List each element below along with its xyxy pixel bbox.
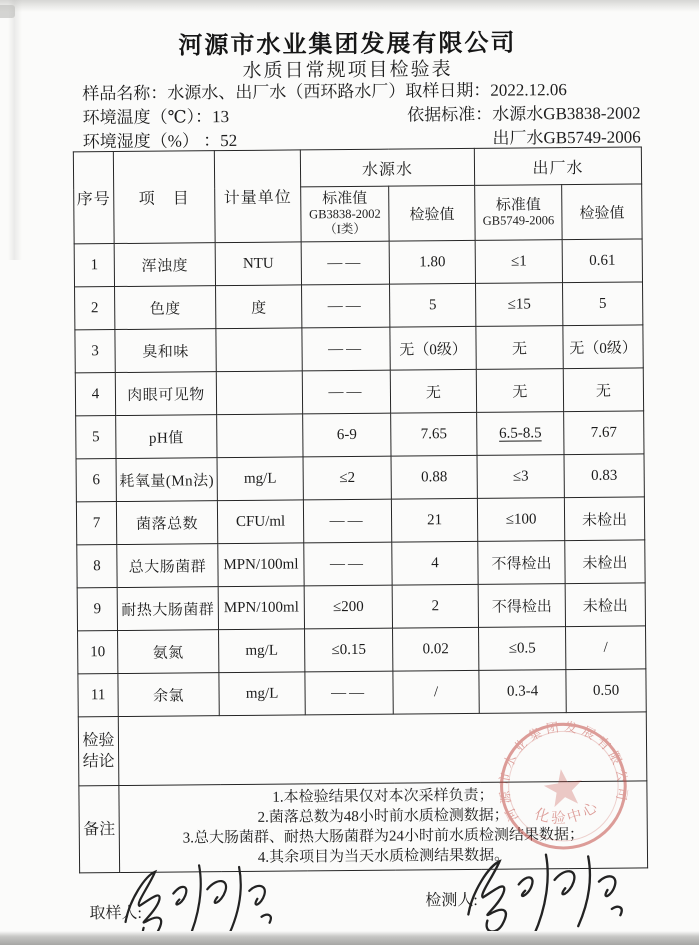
table-cell: ≤100 <box>477 498 564 542</box>
table-cell: ≤0.5 <box>479 627 566 671</box>
table-cell: 无 <box>390 369 476 413</box>
table-cell: —— <box>302 327 390 371</box>
table-row <box>78 626 646 674</box>
col-header-source-result: 检验值 <box>389 185 475 241</box>
table-cell: 未检出 <box>565 540 645 584</box>
table-cell: —— <box>302 370 390 414</box>
table-cell: 0.88 <box>391 455 477 499</box>
table-cell: ≤0.15 <box>305 628 393 672</box>
table-row <box>75 282 643 330</box>
table-cell: 7.67 <box>564 411 644 455</box>
table-cell: 6.5-8.5 <box>477 412 564 456</box>
table-cell: MPN/100ml <box>218 543 304 587</box>
table-cell: 浑浊度 <box>114 243 215 287</box>
table-cell: 无 <box>476 369 563 413</box>
remark-line: 4.其余项目为当天水质检测结果数据。 <box>257 847 510 866</box>
table-cell: 色度 <box>115 286 216 330</box>
ambient-humidity: 环境湿度（%） ：52 <box>82 130 238 152</box>
table-cell: 0.50 <box>566 669 646 713</box>
table-cell <box>217 414 303 458</box>
remarks-label: 备注 <box>79 786 120 873</box>
table-row <box>76 411 644 459</box>
table-cell: 5 <box>76 416 116 459</box>
table-cell: 10 <box>78 631 118 674</box>
table-cell: ≤15 <box>476 283 563 327</box>
table-cell: 氨氮 <box>118 630 219 674</box>
table-cell: 8 <box>77 545 117 588</box>
remark-line: 3.总大肠菌群、耐热大肠菌群为24小时前水质检测结果数据； <box>182 826 585 847</box>
sampling-date-label: 取样日期：2022.12.06 <box>405 80 567 101</box>
col-header-unit: 计量单位 <box>214 150 301 243</box>
table-cell: 7 <box>76 502 116 545</box>
table-cell: 0.3-4 <box>479 670 566 714</box>
page-title: 河源市水业集团发展有限公司 <box>178 29 517 60</box>
table-cell: 4 <box>392 541 478 585</box>
col-header-serial: 序号 <box>73 152 114 244</box>
table-cell: ≤1 <box>475 240 562 284</box>
table-cell: 总大肠菌群 <box>117 544 218 588</box>
temperature-standard-line <box>82 101 640 129</box>
table-cell: CFU/ml <box>217 500 303 544</box>
table-cell: 耐热大肠菌群 <box>117 587 218 631</box>
seal-center-text: 化验中心 <box>532 798 604 827</box>
svg-text:化验中心 <box>531 796 605 832</box>
table-cell: 6 <box>76 459 116 502</box>
table-cell: —— <box>304 542 392 586</box>
table-cell: 不得检出 <box>478 584 565 628</box>
table-cell: —— <box>301 241 389 285</box>
table-cell: 0.02 <box>393 627 479 671</box>
col-header-factory-standard: 标准值 GB5749-2006 <box>475 185 562 241</box>
table-row <box>75 325 643 373</box>
col-group-source-water: 水源水 <box>300 148 474 187</box>
col-header-source-standard: 标准值 GB3838-2002 （I类） <box>301 186 389 242</box>
table-cell: —— <box>303 499 391 543</box>
tester-label: 检测人: <box>425 891 478 910</box>
table-cell: 无（0级） <box>390 326 476 370</box>
table-row <box>77 540 645 588</box>
sample-name-line <box>82 77 640 105</box>
report-meta <box>82 77 641 154</box>
form-subtitle: 水质日常规项目检验表 <box>242 59 453 82</box>
svg-text:河源市水业集团发展有限公司 <box>489 711 633 824</box>
table-cell: 11 <box>78 674 118 717</box>
seal-star-icon <box>542 766 586 808</box>
table-cell: / <box>566 626 646 670</box>
table-cell: 耗氧量(Mn法) <box>116 458 217 502</box>
col-group-factory-water: 出厂水 <box>474 147 641 185</box>
table-cell: 4 <box>75 373 115 416</box>
table-cell: mg/L <box>217 457 303 501</box>
table-row <box>75 368 643 416</box>
table-cell: ≤2 <box>303 456 391 500</box>
table-cell: —— <box>302 284 390 328</box>
table-cell: 未检出 <box>565 583 645 627</box>
table-cell: 2 <box>75 287 115 330</box>
table-cell: 余氯 <box>118 673 219 717</box>
table-cell: 臭和味 <box>115 329 216 373</box>
table-cell: 1.80 <box>389 240 475 284</box>
table-row <box>76 497 644 545</box>
table-cell <box>216 371 302 415</box>
table-cell: —— <box>305 671 393 715</box>
table-cell: pH值 <box>116 415 217 459</box>
col-header-factory-result: 检验值 <box>562 184 642 240</box>
table-cell: NTU <box>215 242 301 286</box>
table-cell: 无 <box>563 368 643 412</box>
table-row <box>77 583 645 631</box>
table-cell: ≤3 <box>477 455 564 499</box>
table-cell: 未检出 <box>564 497 644 541</box>
table-cell <box>216 328 302 372</box>
table-row <box>76 454 644 502</box>
photo-bottom-edge <box>0 931 699 945</box>
table-cell: MPN/100ml <box>218 586 304 630</box>
table-cell: 9 <box>77 588 117 631</box>
remark-line: 1.本检验结果仅对本次采样负责； <box>272 787 494 806</box>
ambient-temperature: 环境温度（℃）：13 <box>82 107 230 128</box>
seal-arc-text: 河源市水业集团发展有限公司 <box>497 719 630 824</box>
table-cell: mg/L <box>219 672 305 716</box>
table-row <box>74 239 642 287</box>
table-cell: ≤200 <box>304 585 392 629</box>
table-cell: 肉眼可见物 <box>115 372 216 416</box>
table-cell: 2 <box>392 584 478 628</box>
remark-line: 2.菌落总数为48小时前水质检测数据； <box>257 807 509 826</box>
table-cell: mg/L <box>219 629 305 673</box>
basis-standard: 依据标准：水源水GB3838-2002 <box>407 103 641 125</box>
table-cell: 0.83 <box>564 454 644 498</box>
table-header-group-row <box>73 147 641 189</box>
table-cell: 5 <box>390 283 476 327</box>
sampler-label: 取样人: <box>89 904 143 923</box>
table-cell: 度 <box>216 285 302 329</box>
table-cell: 无 <box>476 326 563 370</box>
table-cell: 1 <box>74 244 114 287</box>
table-cell: 菌落总数 <box>116 501 217 545</box>
table-cell: 3 <box>75 330 115 373</box>
col-header-item: 项 目 <box>113 151 215 244</box>
table-cell: / <box>393 670 479 714</box>
table-cell: 不得检出 <box>478 541 565 585</box>
table-cell: 21 <box>391 498 477 542</box>
table-cell: 6-9 <box>303 413 391 457</box>
company-seal <box>477 700 650 873</box>
table-cell: 无（0级） <box>563 325 643 369</box>
table-cell: 7.65 <box>391 412 477 456</box>
sample-name-label: 样品名称：水源水、出厂水（西环路水厂） <box>82 81 406 104</box>
conclusion-label: 检验结论 <box>78 717 119 786</box>
table-cell: 5 <box>563 282 643 326</box>
factory-standard: 出厂水GB5749-2006 <box>492 127 641 148</box>
table-cell: 0.61 <box>562 239 642 283</box>
